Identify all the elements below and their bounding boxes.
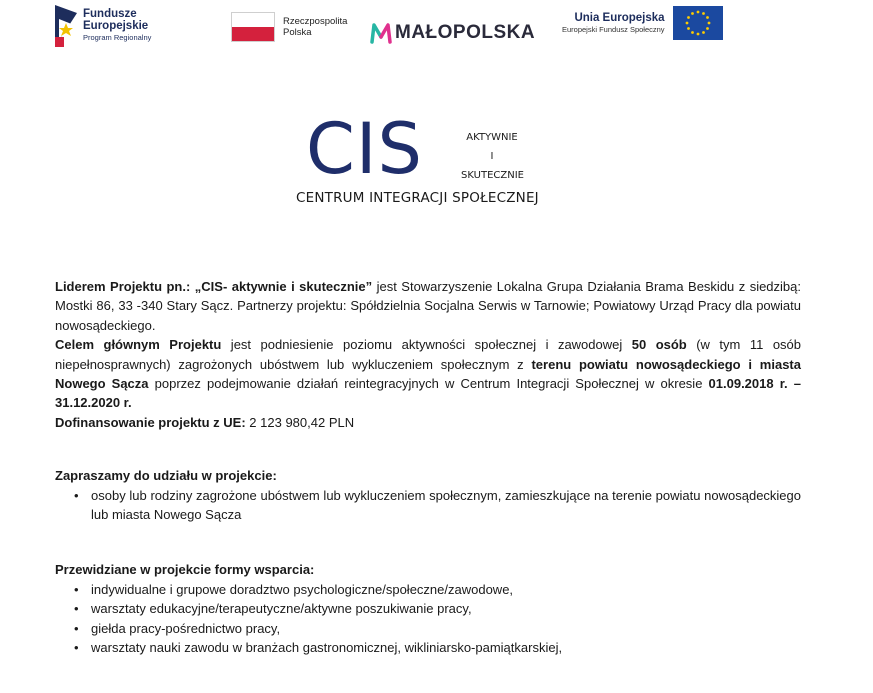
rzeczpospolita-logo [231,12,347,42]
ue-line2: Europejski Fundusz Społeczny [562,25,665,34]
malopolska-text: MAŁOPOLSKA [395,22,536,43]
funding-value: 2 123 980,42 PLN [245,414,355,430]
cis-tagline [461,128,523,185]
goal-bold-1: Celem głównym Projektu [55,337,222,353]
cis-logo [296,108,596,212]
funding-line [55,413,801,432]
goal-dates: 01.09.2018 r. – 31.12.2020 r. [55,376,801,411]
leader-text: jest Stowarzyszenie Lokalna Grupa Działania Brama Beskidu z siedzibą: Mostki 86, 33 -340 Stary Sącz. Partnerzy projektu: Spółdzielnia Socjalna Serwis w Tarnowie; Powiatowy Urząd Pracy dla powiatu nowosądeckiego. [55,279,801,333]
unia-europejska-logo [562,6,723,40]
ue-line1: Unia Europejska [574,12,665,24]
malopolska-logo [370,22,535,44]
goal-text-1: jest podniesienie poziomu aktywności społecznej i zawodowej [221,337,632,353]
tagline-line2: I [490,151,494,162]
list-item: • giełda pracy-pośrednictwo pracy, [91,619,801,638]
list-item: • warsztaty nauki zawodu w branżach gastronomicznej, wikliniarsko-pamiątkarskiej, [91,638,801,657]
tagline-line3: SKUTECZNIE [461,170,524,181]
support-heading-text: Przewidziane w projekcie formy wsparcia: [55,562,315,578]
support-list [55,580,801,658]
cis-full-name: CENTRUM INTEGRACJI SPOŁECZNEJ [296,190,539,206]
tagline-line1: AKTYWNIE [466,132,518,143]
goal-text-2: (w tym 11 osób niepełnosprawnych) zagrożonych ubóstwem lub wykluczeniem społecznym z [55,337,802,372]
fe-star-icon [55,5,77,47]
rp-line1: Rzeczpospolita [283,16,348,27]
funding-label: Dofinansowanie projektu z UE: [55,414,246,430]
support-heading [55,560,801,579]
polish-flag-icon [231,12,275,42]
cis-abbreviation: CIS [306,108,423,190]
goal-paragraph [55,335,801,413]
document-body [55,277,801,658]
fe-line3: Program Regionalny [83,33,152,42]
leader-paragraph [55,277,801,335]
rp-line2: Polska [283,27,312,38]
list-item: • warsztaty edukacyjne/terapeutyczne/aktywne poszukiwanie pracy, [91,599,801,618]
goal-bold-3: terenu powiatu nowosądeckiego i miasta Nowego Sącza [55,356,801,392]
goal-bold-2: 50 osób [631,337,687,353]
fe-line2: Europejskie [83,20,149,32]
leader-bold: Liderem Projektu pn.: „CIS- aktywnie i skutecznie” [55,279,373,294]
list-item: • osoby lub rodziny zagrożone ubóstwem lub wykluczeniem społecznym, zamieszkujące na terenie powiatu nowosądeckiego lub miasta Nowego Sącza [91,486,801,525]
invite-heading-text: Zapraszamy do udziału w projekcie: [55,468,277,484]
fe-line1: Fundusze [83,8,137,20]
eu-flag-icon [673,6,723,40]
invite-heading [55,466,801,485]
malopolska-m-icon [370,22,392,44]
fundusze-europejskie-logo [55,5,151,47]
goal-text-3: poprzez podejmowanie działań reintegracyjnych w Centrum Integracji Społecznej w okresie [148,376,709,392]
list-item: • indywidualne i grupowe doradztwo psychologiczne/społeczne/zawodowe, [91,580,801,599]
invite-list [55,486,801,525]
